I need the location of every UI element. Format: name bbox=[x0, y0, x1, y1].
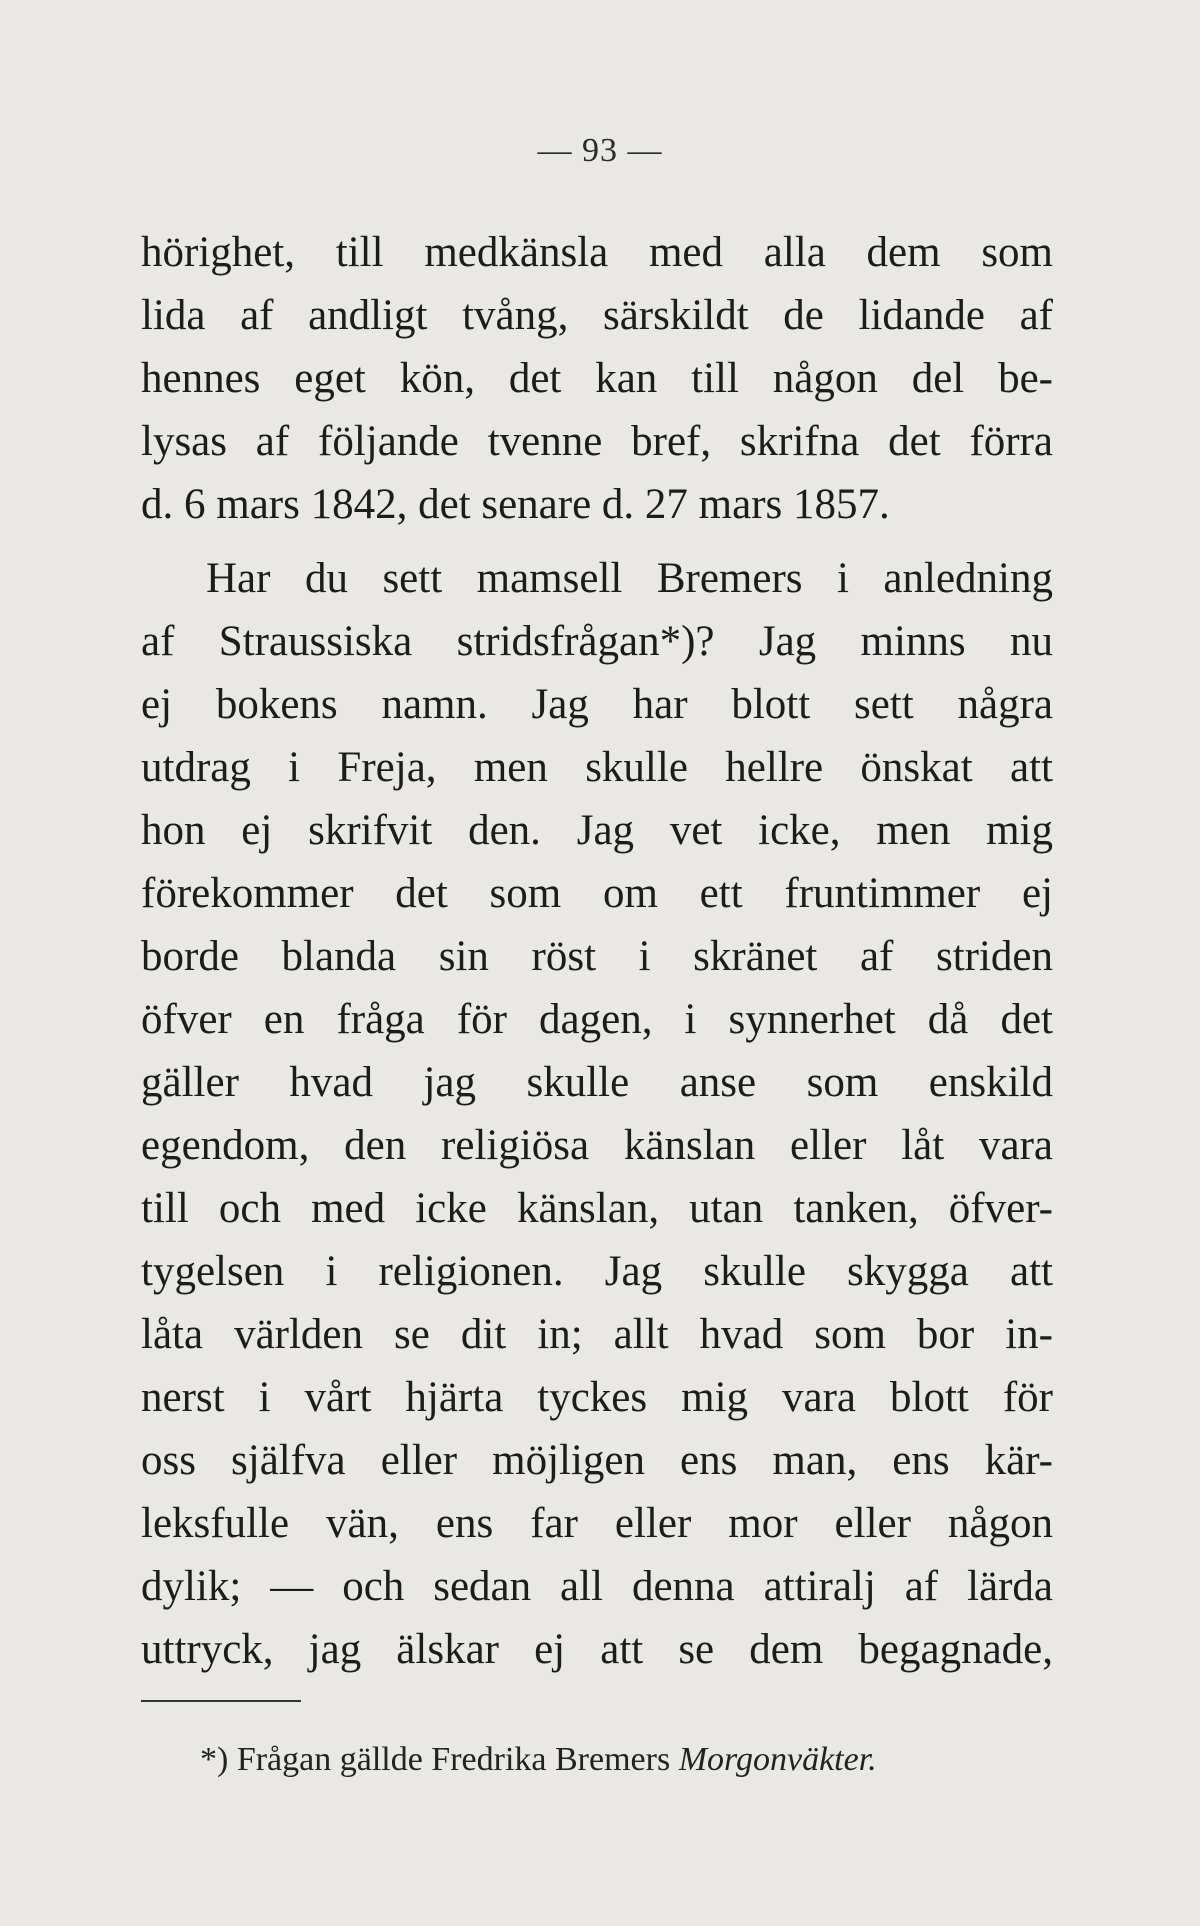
text-line: d. 6 mars 1842, det senare d. 27 mars 1857. bbox=[141, 481, 890, 528]
text-line: hennes eget kön, det kan till någon del be- bbox=[141, 355, 1053, 402]
text-line: lysas af följande tvenne bref, skrifna det förra bbox=[141, 418, 1053, 465]
footnote-divider bbox=[141, 1700, 301, 1702]
text-line: ej bokens namn. Jag har blott sett några bbox=[141, 681, 1053, 728]
text-line: låta världen se dit in; allt hvad som bor in- bbox=[141, 1311, 1053, 1358]
text-line: hon ej skrifvit den. Jag vet icke, men mig bbox=[141, 807, 1053, 854]
text-line: oss själfva eller möjligen ens man, ens kär- bbox=[141, 1437, 1053, 1484]
text-line: öfver en fråga för dagen, i synnerhet då det bbox=[141, 996, 1053, 1043]
text-line: lida af andligt tvång, särskildt de lidande af bbox=[141, 292, 1053, 339]
text-line: uttryck, jag älskar ej att se dem begagnade, bbox=[141, 1626, 1053, 1673]
text-line: borde blanda sin röst i skränet af striden bbox=[141, 933, 1053, 980]
paragraph-gap bbox=[141, 536, 1053, 547]
text-line: af Straussiska stridsfrågan*)? Jag minns nu bbox=[141, 618, 1053, 665]
page-number: — 93 — bbox=[537, 132, 663, 169]
text-line: förekommer det som om ett fruntimmer ej bbox=[141, 870, 1053, 917]
text-line: till och med icke känslan, utan tanken, öfver- bbox=[141, 1185, 1053, 1232]
footnote-book-title: Morgonväkter. bbox=[678, 1741, 877, 1778]
text-line: dylik; — och sedan all denna attiralj af lärda bbox=[141, 1563, 1053, 1610]
footnote bbox=[200, 1736, 1060, 1784]
text-line: hörighet, till medkänsla med alla dem som bbox=[141, 229, 1053, 276]
text-line: egendom, den religiösa känslan eller låt vara bbox=[141, 1122, 1053, 1169]
body-text bbox=[141, 221, 1053, 1681]
footnote-text: *) Frågan gällde Fredrika Bremers bbox=[200, 1741, 671, 1778]
text-line: utdrag i Freja, men skulle hellre önskat att bbox=[141, 744, 1053, 791]
text-line: leksfulle vän, ens far eller mor eller någon bbox=[141, 1500, 1053, 1547]
text-line: tygelsen i religionen. Jag skulle skygga att bbox=[141, 1248, 1053, 1295]
text-line: gäller hvad jag skulle anse som enskild bbox=[141, 1059, 1053, 1106]
text-line: nerst i vårt hjärta tyckes mig vara blott för bbox=[141, 1374, 1053, 1421]
text-line: Har du sett mamsell Bremers i anledning bbox=[206, 555, 1053, 602]
